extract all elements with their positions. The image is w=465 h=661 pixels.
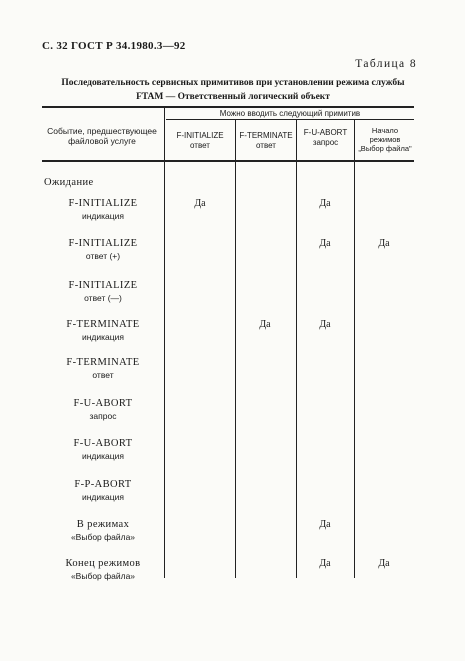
table-cell: Да [319, 319, 331, 330]
table-cell: Да [194, 198, 206, 209]
column-group-header: Можно вводить следующий примитив [219, 109, 361, 118]
row-event-name: F-INITIALIZE [68, 238, 138, 249]
table-row-label [48, 279, 158, 305]
column-header-f-u-abort: F-U-ABORT запрос [303, 128, 348, 147]
column-rule-2 [235, 119, 236, 578]
row-event-type: «Выбор файла» [70, 571, 136, 582]
table-label: Таблица 8 [355, 58, 417, 70]
table-row-label [48, 437, 158, 463]
table-cell: Да [378, 558, 390, 569]
header-bottom-rule [42, 160, 414, 162]
page-header: С. 32 ГОСТ Р 34.1980.3—92 [42, 40, 186, 52]
table-cell: Да [319, 238, 331, 249]
table-row-label [48, 518, 158, 544]
column-rule-3 [296, 119, 297, 578]
row-event-name: F-P-ABORT [74, 479, 132, 490]
table-row-label [48, 557, 158, 583]
row-event-name: Конец режимов [65, 558, 141, 569]
column-header-f-initialize: F-INITIALIZE ответ [176, 131, 224, 150]
row-event-type: индикация [81, 492, 124, 503]
first-column-rule [164, 106, 165, 578]
row-event-name: F-INITIALIZE [68, 280, 138, 291]
column-header-f-terminate: F-TERMINATE ответ [239, 131, 293, 150]
column-header-start-file-selection: Начало режимов „Выбор файла" [358, 126, 412, 153]
table-cell: Да [259, 319, 271, 330]
row-event-type: индикация [81, 451, 124, 462]
header-top-rule [42, 106, 414, 108]
table-row-label [48, 356, 158, 382]
table-row-label [44, 176, 94, 190]
table-title [30, 77, 436, 105]
table-cell: Да [319, 558, 331, 569]
table-row-label [48, 397, 158, 423]
row-event-type: ответ (+) [85, 251, 121, 262]
column-rule-4 [354, 119, 355, 578]
table-cell: Да [378, 238, 390, 249]
row-event-type: запрос [89, 411, 117, 422]
group-header-rule [166, 119, 414, 120]
table-row-label [48, 478, 158, 504]
table-cell: Да [319, 519, 331, 530]
row-event-type: индикация [81, 211, 124, 222]
row-event-name: Ожидание [44, 177, 94, 188]
row-event-type: индикация [81, 332, 124, 343]
row-event-name: F-TERMINATE [66, 357, 140, 368]
row-event-name: F-U-ABORT [73, 398, 133, 409]
table-row-label [48, 197, 158, 223]
column-header-event: Событие, предшествующее файловой услуге [47, 126, 157, 147]
row-event-type: ответ [92, 370, 114, 381]
title-line-1: Последовательность сервисных примитивов при установлении режима службы [61, 78, 405, 88]
title-line-2: FTAM — Ответственный логический объект [136, 91, 330, 102]
row-event-name: В режимах [76, 519, 130, 530]
row-event-name: F-U-ABORT [73, 438, 133, 449]
row-event-name: F-TERMINATE [66, 319, 140, 330]
row-event-name: F-INITIALIZE [68, 198, 138, 209]
row-event-type: «Выбор файла» [70, 532, 136, 543]
table-cell: Да [319, 198, 331, 209]
table-row-label [48, 318, 158, 344]
row-event-type: ответ (—) [84, 293, 122, 304]
table-row-label [48, 237, 158, 263]
